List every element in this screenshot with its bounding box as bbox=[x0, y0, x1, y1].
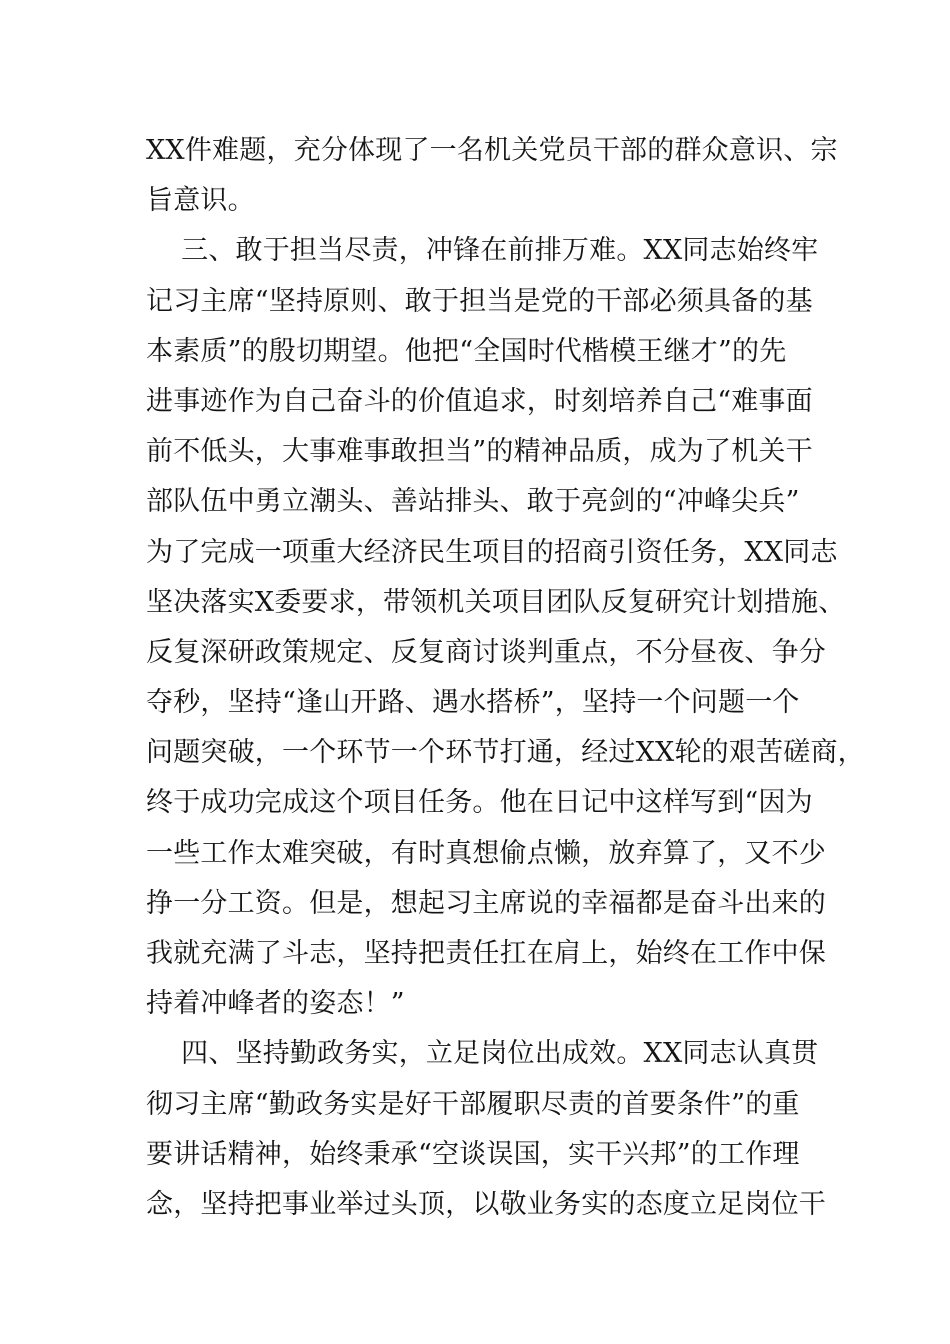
text-line: 持着冲峰者的姿态！” bbox=[146, 988, 405, 1020]
text-line: 记习主席“坚持原则、敢于担当是党的干部必须具备的基 bbox=[146, 285, 813, 317]
text-line: 前不低头，大事难事敢担当”的精神品质，成为了机关干 bbox=[146, 436, 813, 468]
text-line: 部队伍中勇立潮头、善站排头、敢于亮剑的“冲峰尖兵” bbox=[146, 486, 800, 518]
text-line: 坚决落实X委要求，带领机关项目团队反复研究计划措施、 bbox=[146, 586, 846, 618]
document-body bbox=[146, 126, 865, 1230]
text-line: 三、敢于担当尽责，冲锋在前排万难。XX同志始终牢 bbox=[146, 235, 819, 267]
text-line: 一些工作太难突破，有时真想偷点懒，放弃算了，又不少 bbox=[146, 837, 826, 869]
text-line: 挣一分工资。但是，想起习主席说的幸福都是奋斗出来的 bbox=[146, 887, 826, 919]
text-line: 彻习主席“勤政务实是好干部履职尽责的首要条件”的重 bbox=[146, 1088, 800, 1120]
text-line: 旨意识。 bbox=[146, 185, 255, 217]
text-line: 我就充满了斗志，坚持把责任扛在肩上，始终在工作中保 bbox=[146, 938, 826, 969]
text-line: 为了完成一项重大经济民生项目的招商引资任务，XX同志 bbox=[146, 536, 838, 568]
text-line: 终于成功完成这个项目任务。他在日记中这样写到“因为 bbox=[146, 787, 813, 819]
text-line: XX件难题，充分体现了一名机关党员干部的群众意识、宗 bbox=[146, 135, 838, 166]
text-line: 四、坚持勤政务实，立足岗位出成效。XX同志认真贯 bbox=[146, 1038, 819, 1070]
text-line: 问题突破，一个环节一个环节打通，经过XX轮的艰苦磋商， bbox=[146, 737, 865, 769]
text-line: 反复深研政策规定、反复商讨谈判重点，不分昼夜、争分 bbox=[146, 636, 826, 668]
text-line: 念，坚持把事业举过头顶，以敬业务实的态度立足岗位干 bbox=[146, 1188, 826, 1220]
text-line: 进事迹作为自己奋斗的价值追求，时刻培养自己“难事面 bbox=[146, 385, 813, 417]
text-line: 本素质”的殷切期望。他把“全国时代楷模王继才”的先 bbox=[146, 335, 787, 367]
text-line: 夺秒，坚持“逢山开路、遇水搭桥”，坚持一个问题一个 bbox=[146, 687, 800, 719]
text-line: 要讲话精神，始终秉承“空谈误国，实干兴邦”的工作理 bbox=[146, 1138, 800, 1170]
